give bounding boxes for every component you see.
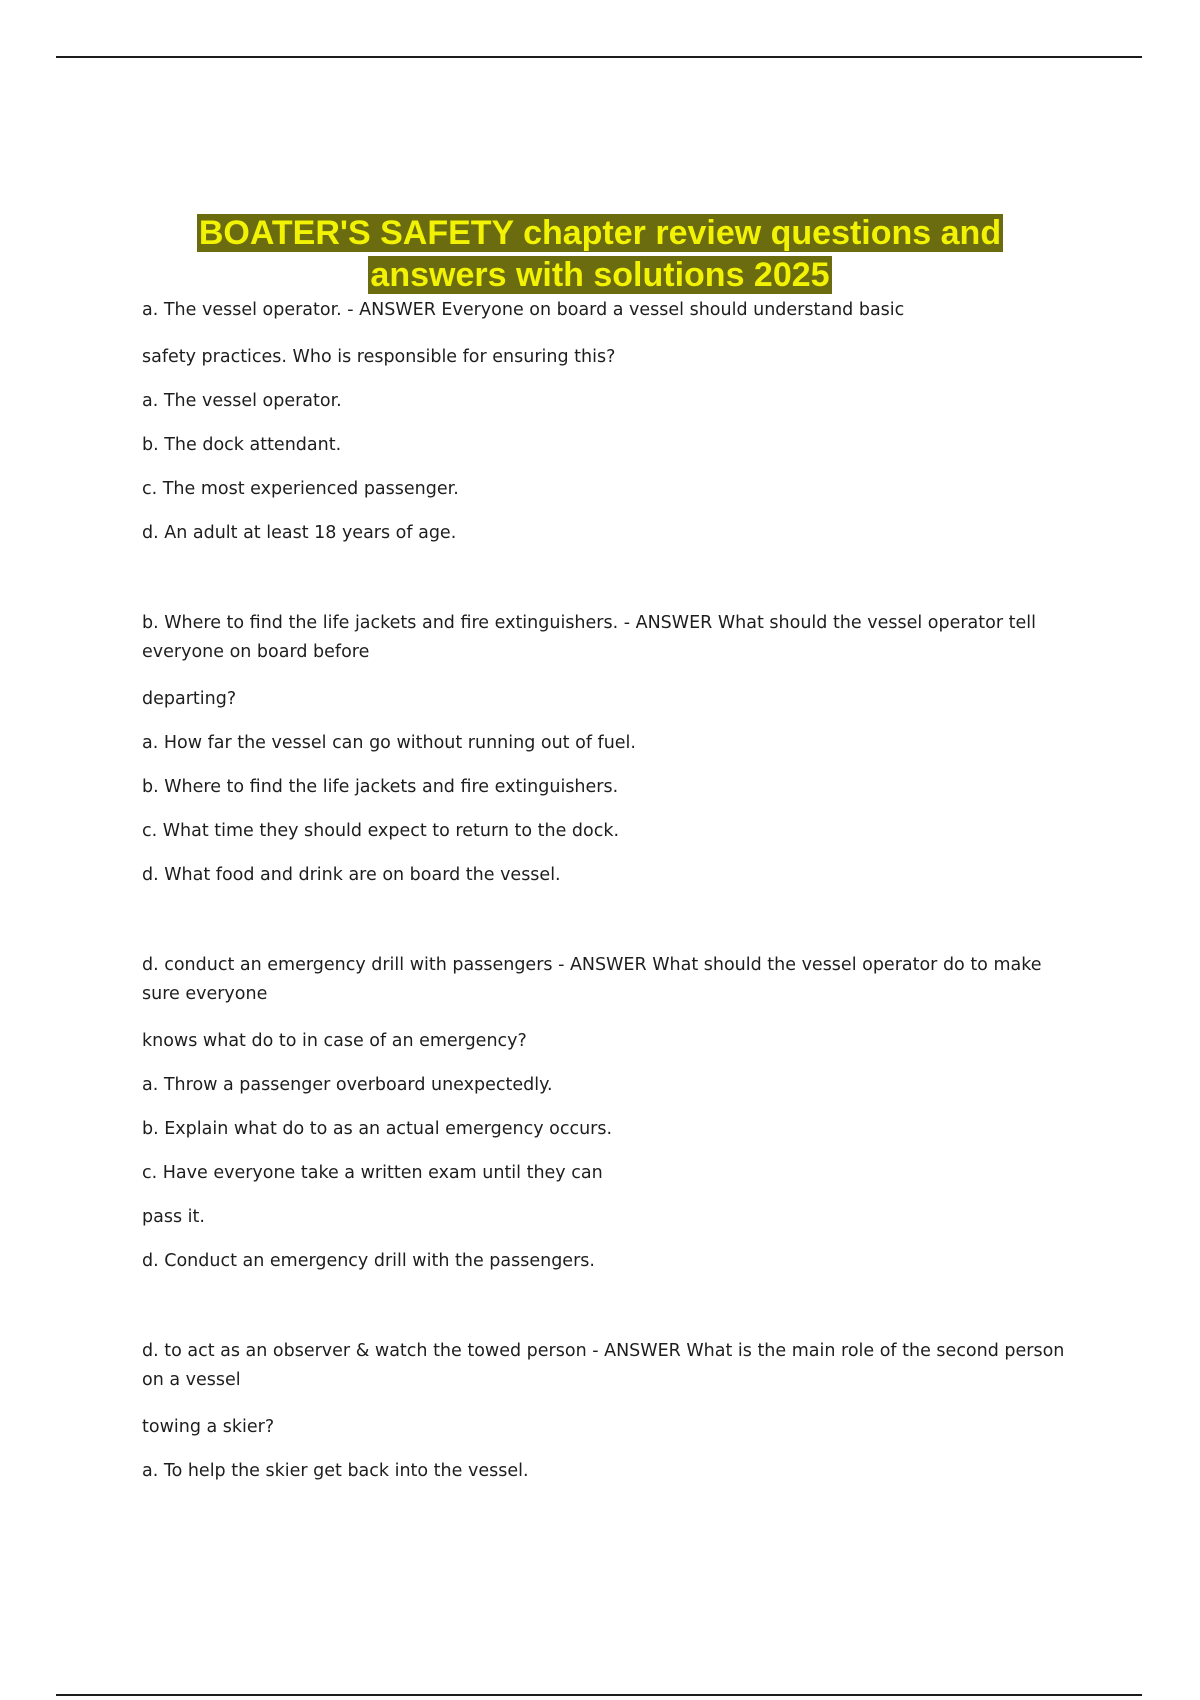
option-d: d. What food and drink are on board the vessel.	[142, 865, 561, 885]
question-block-2	[142, 609, 1082, 887]
title-line-1: BOATER'S SAFETY chapter review questions and	[198, 214, 1002, 252]
option-a: a. To help the skier get back into the vessel.	[142, 1461, 529, 1481]
question-answer-line: d. to act as an observer & watch the towed person - ANSWER What is the main role of the second person on a vessel	[142, 1341, 1065, 1390]
question-text: departing?	[142, 689, 237, 709]
option-b: b. Explain what do to as an actual emergency occurs.	[142, 1119, 613, 1139]
block-spacer	[142, 907, 1082, 951]
block-spacer	[142, 565, 1082, 609]
option-c-continued: pass it.	[142, 1207, 205, 1227]
title-line-2: answers with solutions 2025	[370, 256, 830, 294]
question-answer-line: d. conduct an emergency drill with passengers - ANSWER What should the vessel operator do to make sure everyone	[142, 955, 1042, 1004]
option-c: c. What time they should expect to return to the dock.	[142, 821, 620, 841]
option-a: a. How far the vessel can go without running out of fuel.	[142, 733, 636, 753]
question-text: towing a skier?	[142, 1417, 275, 1437]
question-block-4	[142, 1337, 1082, 1483]
question-answer-line: b. Where to find the life jackets and fire extinguishers. - ANSWER What should the vessel operator tell everyone on board before	[142, 613, 1036, 662]
option-d: d. Conduct an emergency drill with the passengers.	[142, 1251, 595, 1271]
question-text: safety practices. Who is responsible for ensuring this?	[142, 347, 616, 367]
question-block-1	[142, 296, 1082, 545]
option-a: a. Throw a passenger overboard unexpectedly.	[142, 1075, 553, 1095]
option-d: d. An adult at least 18 years of age.	[142, 523, 457, 543]
option-b: b. The dock attendant.	[142, 435, 342, 455]
question-block-3	[142, 951, 1082, 1273]
document-title	[100, 212, 1100, 296]
question-text: knows what do to in case of an emergency?	[142, 1031, 527, 1051]
option-c: c. The most experienced passenger.	[142, 479, 459, 499]
option-a: a. The vessel operator.	[142, 391, 342, 411]
option-b: b. Where to find the life jackets and fire extinguishers.	[142, 777, 619, 797]
block-spacer	[142, 1293, 1082, 1337]
top-rule	[56, 56, 1142, 58]
bottom-rule	[56, 1694, 1142, 1696]
option-c: c. Have everyone take a written exam until they can	[142, 1163, 603, 1183]
document-body	[142, 296, 1082, 1503]
question-answer-line: a. The vessel operator. - ANSWER Everyone on board a vessel should understand basic	[142, 300, 905, 320]
